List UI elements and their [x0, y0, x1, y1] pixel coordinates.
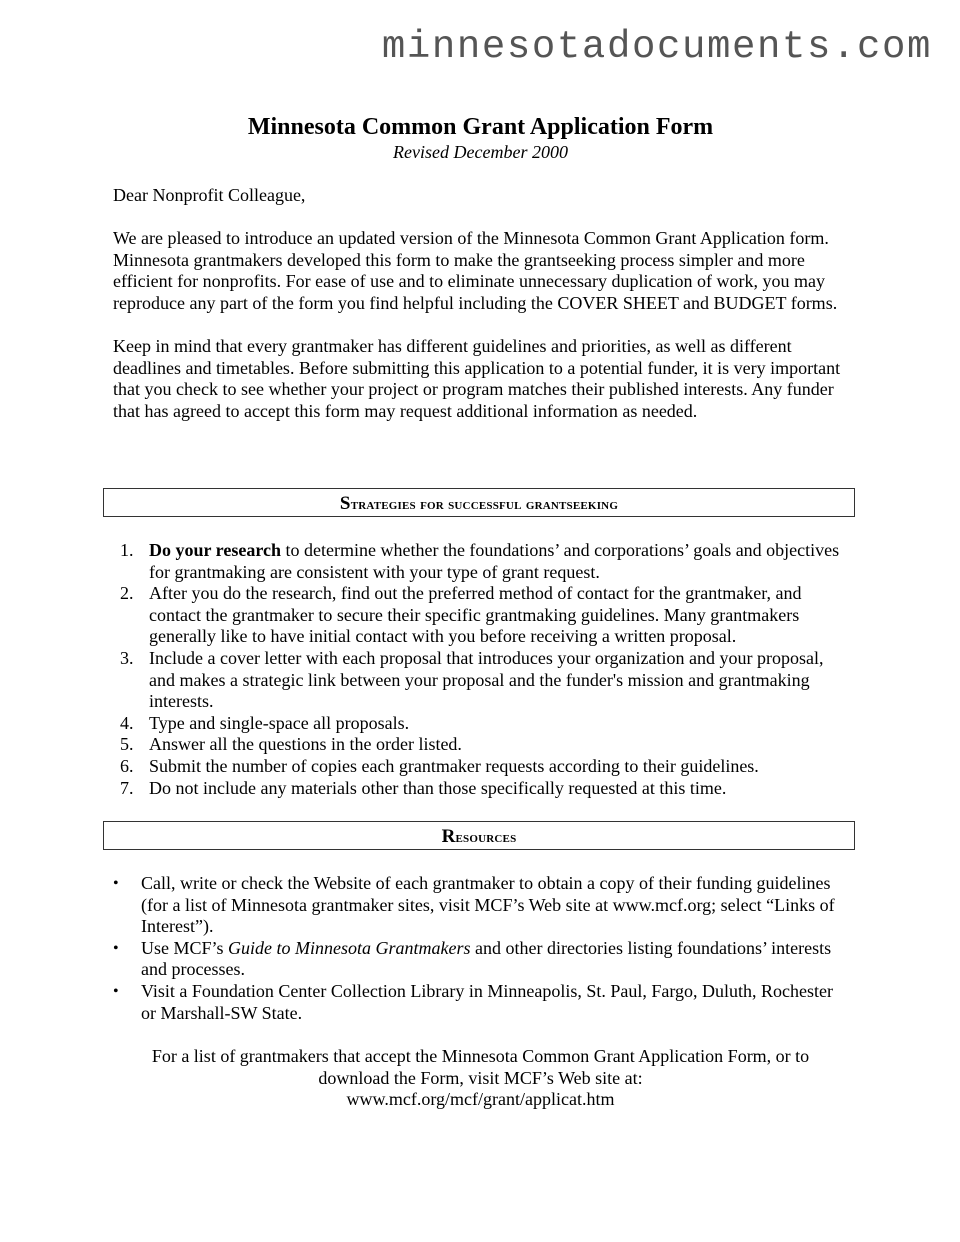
list-item-text: Visit a Foundation Center Collection Library in Minneapolis, St. Paul, Fargo, Duluth, Rochester or Marshall-SW State. — [141, 980, 834, 1023]
list-item — [113, 756, 848, 778]
list-item-bold: Do your research — [149, 540, 281, 560]
list-item-text: Answer all the questions in the order listed. — [149, 734, 462, 755]
list-item-number: 5. — [120, 734, 134, 755]
bullet-icon: • — [113, 982, 119, 1000]
list-item — [113, 981, 848, 1024]
publication-title: Guide to Minnesota Grantmakers — [228, 937, 471, 958]
list-item-text: Submit the number of copies each grantmaker requests according to their guidelines. — [149, 755, 759, 776]
list-item-number: 3. — [120, 647, 134, 668]
page-subtitle: Revised December 2000 — [393, 142, 568, 162]
strategies-heading — [103, 488, 855, 517]
list-item-text: Do not include any materials other than those specifically requested at this time. — [149, 777, 727, 798]
list-item-text: Include a cover letter with each proposal that introduces your organization and your proposal, and makes a strategic link between your proposal and the funder's mission and grantmaking interests. — [149, 647, 824, 712]
list-item-text: Call, write or check the Website of each grantmaker to obtain a copy of their funding guidelines (for a list of Minnesota grantmaker sites, visit MCF’s Web site at www.mcf.org; select “Links of Interest”). — [141, 873, 835, 937]
list-item — [113, 938, 848, 981]
list-item-number: 1. — [120, 540, 134, 560]
resources-heading-initial: R — [441, 826, 456, 847]
list-item — [113, 734, 848, 756]
strategies-list — [113, 540, 848, 799]
watermark: minnesotadocuments.com — [381, 25, 932, 69]
list-item-number: 2. — [120, 583, 134, 604]
footer-note — [113, 1046, 848, 1111]
list-item-text: to determine whether the foundations’ and corporations’ goals and objectives for grantmaking are consistent with your type of grant request. — [149, 540, 840, 582]
guidelines-paragraph: Keep in mind that every grantmaker has different guidelines and priorities, as well as different deadlines and timetables. Before submitting this application to a potential funder, it is very important that you check to see whether your project or program matches their published interests. Any funder that has agreed to accept this form may request additional information as needed. — [113, 336, 841, 421]
resources-list — [113, 873, 848, 1024]
list-item-text: Type and single-space all proposals. — [149, 712, 410, 733]
resources-heading-rest: esources — [455, 829, 517, 846]
list-item-number: 6. — [120, 755, 134, 776]
footer-line: For a list of grantmakers that accept the Minnesota Common Grant Application Form, or to — [151, 1046, 810, 1066]
page-title: Minnesota Common Grant Application Form — [247, 114, 714, 140]
footer-url: www.mcf.org/mcf/grant/applicat.htm — [346, 1089, 615, 1110]
list-item-text: Use MCF’s — [141, 937, 229, 958]
strategies-heading-rest: trategies for successful grantseeking — [350, 496, 619, 513]
list-item — [113, 873, 848, 938]
document-body — [113, 113, 848, 423]
intro-paragraph: We are pleased to introduce an updated version of the Minnesota Common Grant Application form. Minnesota grantmakers developed this form to make the grantseeking process simpler and more efficient for nonprofits. For ease of use and to eliminate unnecessary duplication of work, you may reproduce any part of the form you find helpful including the COVER SHEET and BUDGET forms. — [113, 228, 838, 313]
list-item — [113, 540, 848, 583]
salutation: Dear Nonprofit Colleague, — [113, 185, 306, 205]
list-item — [113, 713, 848, 735]
footer-line: download the Form, visit MCF’s Web site at: — [318, 1067, 643, 1088]
list-item — [113, 778, 848, 800]
list-item-text: After you do the research, find out the preferred method of contact for the grantmaker, and contact the grantmaker to secure their specific grantmaking guidelines. Many grantmakers generally like to have initial contact with you before receiving a written proposal. — [149, 583, 802, 647]
list-item-text: and other directories listing foundations’ interests and processes. — [141, 937, 832, 980]
strategies-heading-initial: S — [339, 493, 351, 514]
bullet-icon: • — [113, 939, 119, 957]
list-item-number: 7. — [120, 777, 134, 798]
list-item-number: 4. — [120, 712, 134, 733]
bullet-icon: • — [113, 875, 119, 892]
resources-heading — [103, 821, 855, 850]
list-item — [113, 583, 848, 648]
list-item — [113, 648, 848, 713]
